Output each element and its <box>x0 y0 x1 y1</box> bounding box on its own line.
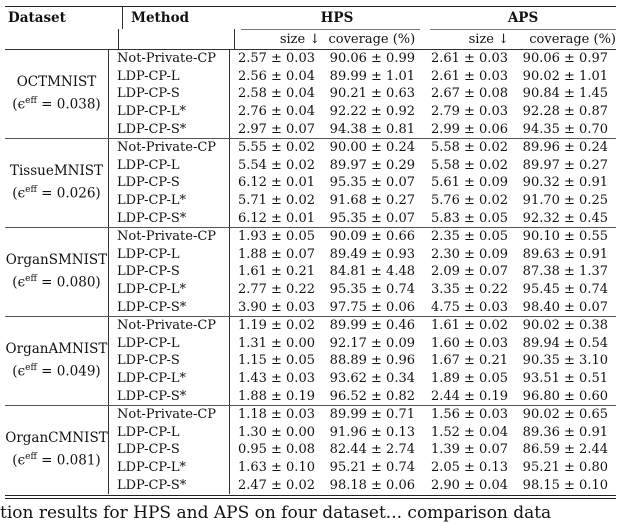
table-row <box>108 85 616 103</box>
aps-size-cell: 1.56 ± 0.03 <box>430 407 508 423</box>
hps-coverage-cell: 92.22 ± 0.92 <box>329 104 415 120</box>
results-table <box>5 6 616 499</box>
aps-coverage-cell: 89.63 ± 0.91 <box>522 246 608 262</box>
dataset-name: OrganAMNIST <box>5 341 108 358</box>
table-row <box>108 174 616 192</box>
dataset-group <box>5 316 616 405</box>
epsilon-label: $(\epsilon^{eff} = 0.080)$ <box>12 274 101 291</box>
header-aps-size: size ↓ <box>468 32 510 47</box>
table-row <box>108 459 616 477</box>
hps-coverage-cell: 97.75 ± 0.06 <box>329 299 415 315</box>
aps-size-cell: 2.30 ± 0.09 <box>430 246 508 262</box>
header-group-hps: HPS <box>320 10 354 26</box>
method-cell: Not-Private-CP <box>108 50 230 68</box>
aps-size-cell: 2.44 ± 0.19 <box>430 388 508 404</box>
aps-size-cell: 2.35 ± 0.05 <box>430 229 508 245</box>
method-cell: LDP-CP-L <box>108 246 230 264</box>
aps-size-cell: 1.67 ± 0.21 <box>430 353 508 369</box>
table-row <box>108 423 616 441</box>
method-cell: LDP-CP-L* <box>108 281 230 299</box>
method-cell: LDP-CP-S <box>108 441 230 459</box>
hps-size-cell: 2.57 ± 0.03 <box>237 51 315 67</box>
aps-size-cell: 1.61 ± 0.02 <box>430 318 508 334</box>
hps-coverage-cell: 88.89 ± 0.96 <box>329 353 415 369</box>
dataset-name: TissueMNIST <box>9 163 104 180</box>
aps-subheader <box>430 29 616 50</box>
aps-coverage-cell: 98.15 ± 0.10 <box>522 477 608 493</box>
aps-coverage-cell: 98.40 ± 0.07 <box>522 299 608 315</box>
bottom-rule-double <box>5 498 616 499</box>
aps-size-cell: 1.52 ± 0.04 <box>430 424 508 440</box>
table-row <box>108 335 616 353</box>
hps-coverage-cell: 91.68 ± 0.27 <box>329 193 415 209</box>
hps-coverage-cell: 90.00 ± 0.24 <box>329 140 415 156</box>
table-row <box>108 441 616 459</box>
aps-coverage-cell: 89.96 ± 0.24 <box>522 140 608 156</box>
aps-size-cell: 2.09 ± 0.07 <box>430 264 508 280</box>
method-cell: LDP-CP-L* <box>108 103 230 121</box>
table-row <box>108 406 616 424</box>
method-cell: Not-Private-CP <box>108 317 230 335</box>
aps-coverage-cell: 92.28 ± 0.87 <box>522 104 608 120</box>
hps-size-cell: 1.19 ± 0.02 <box>237 318 315 334</box>
table-row <box>108 228 616 246</box>
aps-size-cell: 2.61 ± 0.03 <box>430 68 508 84</box>
aps-coverage-cell: 89.97 ± 0.27 <box>522 157 608 173</box>
aps-coverage-cell: 95.45 ± 0.74 <box>522 282 608 298</box>
hps-size-cell: 2.47 ± 0.02 <box>237 477 315 493</box>
hps-size-cell: 1.93 ± 0.05 <box>237 229 315 245</box>
method-cell: LDP-CP-S <box>108 263 230 281</box>
header-dataset: Dataset <box>8 10 66 26</box>
method-cell: LDP-CP-L* <box>108 192 230 210</box>
hps-coverage-cell: 82.44 ± 2.74 <box>329 442 415 458</box>
aps-size-cell: 5.61 ± 0.09 <box>430 175 508 191</box>
dataset-cell <box>5 139 108 227</box>
aps-coverage-cell: 90.10 ± 0.55 <box>522 229 608 245</box>
hps-coverage-cell: 89.99 ± 1.01 <box>329 68 415 84</box>
aps-coverage-cell: 90.84 ± 1.45 <box>522 86 608 102</box>
epsilon-label: $(\epsilon^{eff} = 0.081)$ <box>12 452 101 469</box>
hps-size-cell: 1.88 ± 0.19 <box>237 388 315 404</box>
method-cell: LDP-CP-S* <box>108 476 230 494</box>
table-row <box>108 281 616 299</box>
header-row-groups <box>5 7 616 29</box>
table-row <box>108 263 616 281</box>
aps-size-cell: 1.89 ± 0.05 <box>430 370 508 386</box>
hps-size-cell: 1.63 ± 0.10 <box>237 459 315 475</box>
aps-size-cell: 2.61 ± 0.03 <box>430 51 508 67</box>
hps-coverage-cell: 90.06 ± 0.99 <box>329 51 415 67</box>
header-method: Method <box>122 7 244 29</box>
hps-coverage-cell: 90.09 ± 0.66 <box>329 229 415 245</box>
hps-coverage-cell: 89.97 ± 0.29 <box>329 157 415 173</box>
hps-size-cell: 2.76 ± 0.04 <box>237 104 315 120</box>
dataset-name: OrganSMNIST <box>5 252 108 269</box>
header-aps-coverage: coverage (%) <box>529 32 617 47</box>
epsilon-label: $(\epsilon^{eff} = 0.026)$ <box>12 185 101 202</box>
method-cell: LDP-CP-S <box>108 174 230 192</box>
hps-size-cell: 6.12 ± 0.01 <box>237 175 315 191</box>
dataset-group <box>5 405 616 494</box>
table-body <box>5 49 616 494</box>
table-row <box>108 103 616 121</box>
hps-coverage-cell: 84.81 ± 4.48 <box>329 264 415 280</box>
hps-size-cell: 6.12 ± 0.01 <box>237 210 315 226</box>
aps-size-cell: 2.67 ± 0.08 <box>430 86 508 102</box>
aps-coverage-cell: 92.32 ± 0.45 <box>522 210 608 226</box>
aps-size-cell: 2.05 ± 0.13 <box>430 459 508 475</box>
hps-size-cell: 2.77 ± 0.22 <box>237 282 315 298</box>
dataset-group <box>5 138 616 227</box>
hps-size-cell: 5.71 ± 0.02 <box>237 193 315 209</box>
aps-coverage-cell: 87.38 ± 1.37 <box>522 264 608 280</box>
dataset-cell <box>5 50 108 138</box>
method-cell: LDP-CP-S* <box>108 387 230 405</box>
hps-size-cell: 0.95 ± 0.08 <box>237 442 315 458</box>
aps-coverage-cell: 91.70 ± 0.25 <box>522 193 608 209</box>
aps-coverage-cell: 93.51 ± 0.51 <box>522 370 608 386</box>
hps-size-cell: 1.61 ± 0.21 <box>237 264 315 280</box>
hps-size-cell: 5.54 ± 0.02 <box>237 157 315 173</box>
header-hps-coverage: coverage (%) <box>328 32 416 47</box>
method-cell: LDP-CP-S* <box>108 120 230 138</box>
hps-size-cell: 1.88 ± 0.07 <box>237 246 315 262</box>
dataset-cell <box>5 228 108 316</box>
hps-size-cell: 1.30 ± 0.00 <box>237 424 315 440</box>
hps-coverage-cell: 98.18 ± 0.06 <box>329 477 415 493</box>
table-row <box>108 120 616 138</box>
aps-size-cell: 5.83 ± 0.05 <box>430 210 508 226</box>
aps-coverage-cell: 90.35 ± 3.10 <box>522 353 608 369</box>
hps-size-cell: 2.97 ± 0.07 <box>237 121 315 137</box>
hps-size-cell: 1.18 ± 0.03 <box>237 407 315 423</box>
dataset-cell <box>5 317 108 405</box>
aps-size-cell: 1.39 ± 0.07 <box>430 442 508 458</box>
header-row-subcolumns <box>5 29 616 49</box>
hps-coverage-cell: 90.21 ± 0.63 <box>329 86 415 102</box>
epsilon-label: $(\epsilon^{eff} = 0.038)$ <box>12 96 101 113</box>
aps-coverage-cell: 96.80 ± 0.60 <box>522 388 608 404</box>
caption-fragment: tion results for HPS and APS on four dataset... comparison data <box>0 503 552 523</box>
method-cell: Not-Private-CP <box>108 228 230 246</box>
aps-size-cell: 1.60 ± 0.03 <box>430 335 508 351</box>
aps-size-cell: 2.99 ± 0.06 <box>430 121 508 137</box>
dataset-name: OrganCMNIST <box>5 430 108 447</box>
aps-coverage-cell: 90.02 ± 1.01 <box>522 68 608 84</box>
aps-size-cell: 5.58 ± 0.02 <box>430 157 508 173</box>
hps-coverage-cell: 95.35 ± 0.07 <box>329 210 415 226</box>
method-cell: Not-Private-CP <box>108 139 230 157</box>
aps-coverage-cell: 94.35 ± 0.70 <box>522 121 608 137</box>
aps-size-cell: 2.90 ± 0.04 <box>430 477 508 493</box>
table-row <box>108 387 616 405</box>
aps-coverage-cell: 89.36 ± 0.91 <box>522 424 608 440</box>
hps-size-cell: 1.31 ± 0.00 <box>237 335 315 351</box>
aps-coverage-cell: 90.06 ± 0.97 <box>522 51 608 67</box>
dataset-name: OCTMNIST <box>16 74 97 91</box>
method-cell: LDP-CP-L <box>108 423 230 441</box>
aps-coverage-cell: 86.59 ± 2.44 <box>522 442 608 458</box>
hps-subheader <box>241 29 420 50</box>
method-cell: LDP-CP-L <box>108 157 230 175</box>
hps-coverage-cell: 89.49 ± 0.93 <box>329 246 415 262</box>
method-cell: LDP-CP-S* <box>108 209 230 227</box>
table-row <box>108 476 616 494</box>
table-row <box>108 157 616 175</box>
hps-coverage-cell: 93.62 ± 0.34 <box>329 370 415 386</box>
hps-size-cell: 5.55 ± 0.02 <box>237 140 315 156</box>
dataset-group <box>5 49 616 138</box>
table-row <box>108 68 616 86</box>
method-cell: Not-Private-CP <box>108 406 230 424</box>
bottom-rule <box>5 495 616 496</box>
aps-size-cell: 2.79 ± 0.03 <box>430 104 508 120</box>
epsilon-label: $(\epsilon^{eff} = 0.049)$ <box>12 363 101 380</box>
hps-coverage-cell: 96.52 ± 0.82 <box>329 388 415 404</box>
table-row <box>108 209 616 227</box>
method-cell: LDP-CP-S <box>108 85 230 103</box>
aps-coverage-cell: 95.21 ± 0.80 <box>522 459 608 475</box>
aps-size-cell: 5.58 ± 0.02 <box>430 140 508 156</box>
hps-size-cell: 1.15 ± 0.05 <box>237 353 315 369</box>
header-group-aps: APS <box>507 10 539 26</box>
table-row <box>108 352 616 370</box>
method-cell: LDP-CP-L <box>108 68 230 86</box>
aps-size-cell: 5.76 ± 0.02 <box>430 193 508 209</box>
hps-coverage-cell: 92.17 ± 0.09 <box>329 335 415 351</box>
hps-coverage-cell: 95.35 ± 0.74 <box>329 282 415 298</box>
hps-size-cell: 1.43 ± 0.03 <box>237 370 315 386</box>
aps-coverage-cell: 90.02 ± 0.38 <box>522 318 608 334</box>
table-row <box>108 370 616 388</box>
aps-size-cell: 3.35 ± 0.22 <box>430 282 508 298</box>
hps-coverage-cell: 91.96 ± 0.13 <box>329 424 415 440</box>
dataset-group <box>5 227 616 316</box>
aps-coverage-cell: 90.02 ± 0.65 <box>522 407 608 423</box>
hps-coverage-cell: 89.99 ± 0.71 <box>329 407 415 423</box>
aps-coverage-cell: 90.32 ± 0.91 <box>522 175 608 191</box>
hps-coverage-cell: 89.99 ± 0.46 <box>329 318 415 334</box>
table-row <box>108 50 616 68</box>
table-row <box>108 192 616 210</box>
hps-coverage-cell: 95.21 ± 0.74 <box>329 459 415 475</box>
table-row <box>108 298 616 316</box>
hps-size-cell: 2.58 ± 0.04 <box>237 86 315 102</box>
aps-size-cell: 4.75 ± 0.03 <box>430 299 508 315</box>
hps-coverage-cell: 95.35 ± 0.07 <box>329 175 415 191</box>
hps-size-cell: 3.90 ± 0.03 <box>237 299 315 315</box>
method-cell: LDP-CP-L <box>108 335 230 353</box>
header-hps-size: size ↓ <box>279 32 321 47</box>
method-cell: LDP-CP-L* <box>108 370 230 388</box>
method-cell: LDP-CP-S* <box>108 298 230 316</box>
table-row <box>108 246 616 264</box>
table-row <box>108 139 616 157</box>
dataset-cell <box>5 406 108 494</box>
method-cell: LDP-CP-L* <box>108 459 230 477</box>
hps-size-cell: 2.56 ± 0.04 <box>237 68 315 84</box>
hps-coverage-cell: 94.38 ± 0.81 <box>329 121 415 137</box>
table-row <box>108 317 616 335</box>
aps-coverage-cell: 89.94 ± 0.54 <box>522 335 608 351</box>
method-cell: LDP-CP-S <box>108 352 230 370</box>
